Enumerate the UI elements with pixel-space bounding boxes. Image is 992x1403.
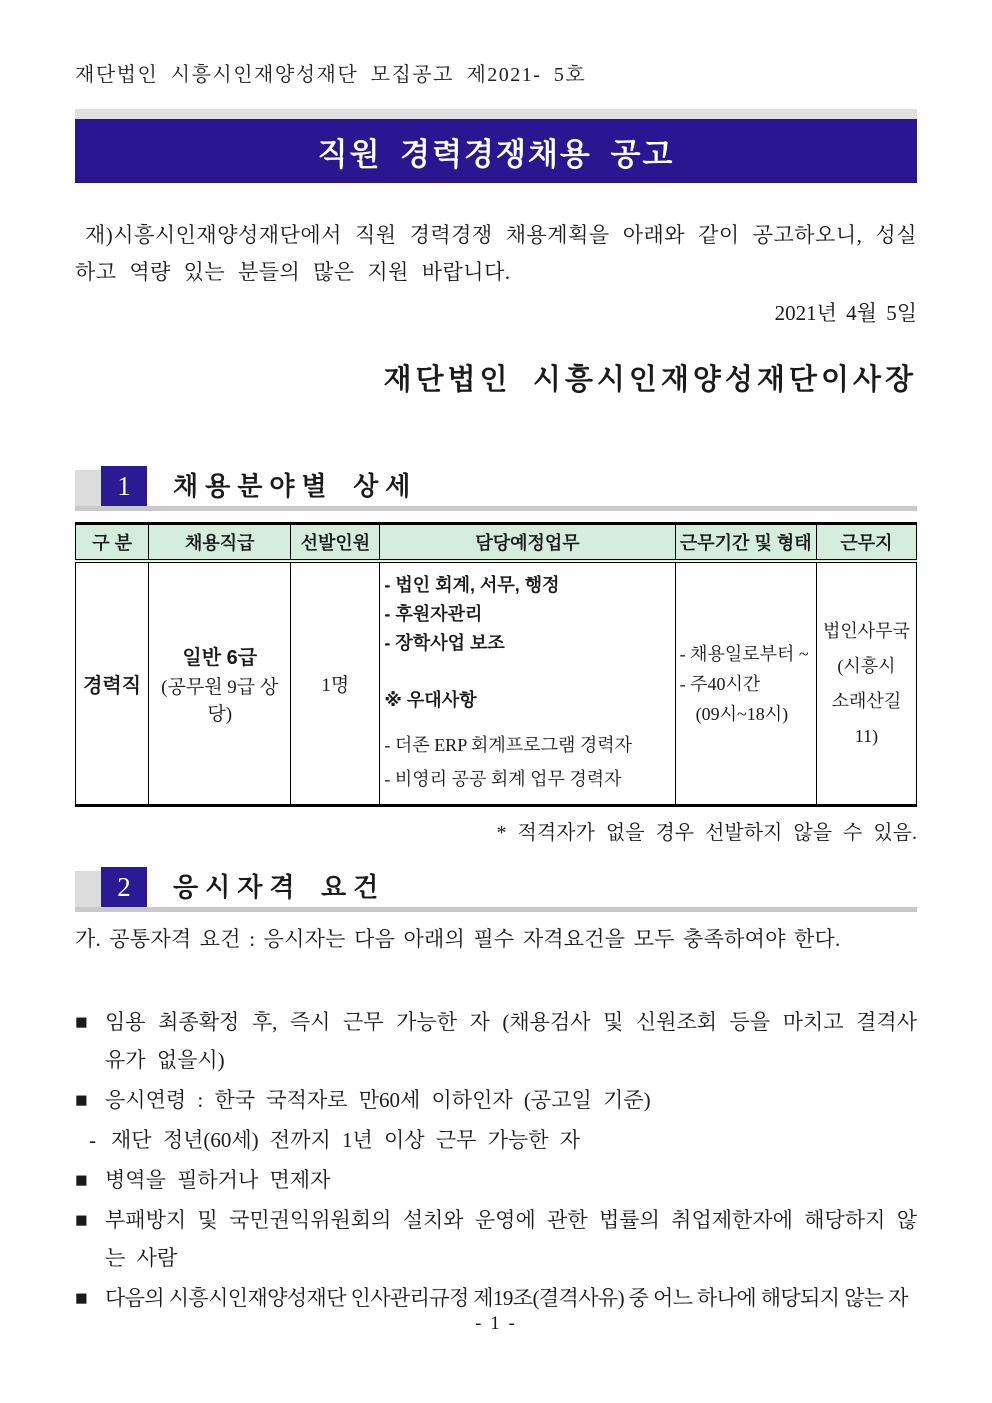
cell-location bbox=[816, 561, 916, 806]
col-header-grade: 채용직급 bbox=[149, 524, 291, 562]
duty-item: - 후원자관리 bbox=[384, 604, 483, 624]
bullet-square-icon: ■ bbox=[75, 1010, 88, 1034]
requirements-list bbox=[75, 1003, 917, 1317]
location-line: 법인사무국 bbox=[822, 620, 910, 641]
requirement-item bbox=[75, 1161, 917, 1199]
intro-paragraph: 재)시흥시인재양성재단에서 직원 경력경쟁 채용계획을 아래와 같이 공고하오니, 성실하고 역량 있는 분들의 많은 지원 바랍니다. bbox=[75, 223, 917, 284]
requirement-text: 재단 정년(60세) 전까지 1년 이상 근무 가능한 자 bbox=[111, 1128, 581, 1152]
location-line: 소래산길 bbox=[831, 690, 902, 711]
banner-gray-strip bbox=[75, 109, 917, 119]
period-line: - 주40시간 bbox=[679, 673, 761, 694]
requirement-text: 부패방지 및 국민권익위원회의 설치와 운영에 관한 법률의 취업제한자에 해당하지 않는 사람 bbox=[105, 1208, 917, 1270]
doc-number-line: 재단법인 시흥시인재양성재단 모집공고 제2021- 5호 bbox=[75, 64, 587, 86]
title-banner bbox=[75, 109, 917, 183]
section2-gray-tab bbox=[75, 871, 101, 907]
col-header-duties: 담당예정업무 bbox=[380, 524, 675, 562]
duty-preferred-item: - 더존 ERP 회계프로그램 경력자 bbox=[384, 735, 633, 755]
section1-gray-tab bbox=[75, 470, 101, 506]
section2-heading bbox=[75, 867, 917, 912]
requirement-item bbox=[75, 1003, 917, 1079]
period-line: (09시~18시) bbox=[695, 703, 789, 724]
table-header-row bbox=[76, 524, 917, 562]
requirement-text: 임용 최종확정 후, 즉시 근무 가능한 자 (채용검사 및 신원조회 등을 마치고 결격사유가 없을시) bbox=[105, 1010, 917, 1072]
requirement-item bbox=[75, 1081, 917, 1119]
requirement-item bbox=[75, 1201, 917, 1277]
col-header-location: 근무지 bbox=[816, 524, 916, 562]
requirement-text: 다음의 시흥시인재양성재단 인사관리규정 제19조(결격사유) 중 어느 하나에 해당되지 않는 자 bbox=[105, 1286, 908, 1310]
requirement-item bbox=[75, 1279, 917, 1317]
section1-title: 채용분야별 상세 bbox=[173, 472, 418, 501]
page-number: - 1 - bbox=[475, 1313, 517, 1334]
requirement-text: 응시연령 : 한국 국적자로 만60세 이하인자 (공고일 기준) bbox=[105, 1088, 651, 1112]
col-header-headcount: 선발인원 bbox=[291, 524, 380, 562]
announcement-date: 2021년 4월 5일 bbox=[774, 301, 917, 325]
banner-title: 직원 경력경쟁채용 공고 bbox=[317, 136, 675, 172]
cell-period bbox=[675, 561, 816, 806]
section2-number-box: 2 bbox=[101, 867, 147, 907]
duty-item: - 법인 회계, 서무, 행정 bbox=[384, 575, 560, 595]
cell-duties bbox=[380, 561, 675, 806]
bullet-square-icon: ■ bbox=[75, 1088, 88, 1112]
cell-category bbox=[76, 561, 149, 806]
table-row bbox=[76, 561, 917, 806]
section2-title: 응시자격 요건 bbox=[173, 873, 386, 902]
requirement-subitem bbox=[75, 1121, 917, 1159]
section1-heading bbox=[75, 466, 917, 511]
section1-number-box: 1 bbox=[101, 466, 147, 506]
duty-preferred-title: ※ 우대사항 bbox=[384, 690, 477, 710]
banner-blue-bar bbox=[75, 119, 917, 183]
grade-sub: (공무원 9급 상당) bbox=[161, 677, 279, 725]
requirement-text: 병역을 필하거나 면제자 bbox=[105, 1168, 331, 1192]
duty-item: - 장학사업 보조 bbox=[384, 633, 505, 653]
col-header-period: 근무기간 및 형태 bbox=[675, 524, 816, 562]
issuer-line: 재단법인 시흥시인재양성재단이사장 bbox=[383, 364, 917, 396]
col-header-category: 구 분 bbox=[76, 524, 149, 562]
bullet-square-icon: ■ bbox=[75, 1208, 88, 1232]
location-line: 11) bbox=[854, 725, 879, 746]
duty-preferred-item: - 비영리 공공 회계 업무 경력자 bbox=[384, 769, 622, 789]
cell-grade bbox=[149, 561, 291, 806]
headcount-value: 1명 bbox=[321, 675, 350, 696]
section2-intro: 가. 공통자격 요건 : 응시자는 다음 아래의 필수 자격요건을 모두 충족하여야 한다. bbox=[75, 927, 841, 951]
category-value: 경력직 bbox=[83, 675, 142, 697]
recruitment-table bbox=[75, 522, 917, 807]
cell-headcount bbox=[291, 561, 380, 806]
period-line: - 채용일로부터 ~ bbox=[679, 643, 809, 664]
location-line: (시흥시 bbox=[837, 655, 896, 676]
grade-main: 일반 6급 bbox=[182, 647, 258, 669]
bullet-square-icon: ■ bbox=[75, 1286, 88, 1310]
dash-icon: - bbox=[89, 1128, 96, 1152]
table-footnote: * 적격자가 없을 경우 선발하지 않을 수 있음. bbox=[496, 822, 917, 844]
bullet-square-icon: ■ bbox=[75, 1168, 88, 1192]
duty-preferred-list bbox=[384, 728, 670, 796]
